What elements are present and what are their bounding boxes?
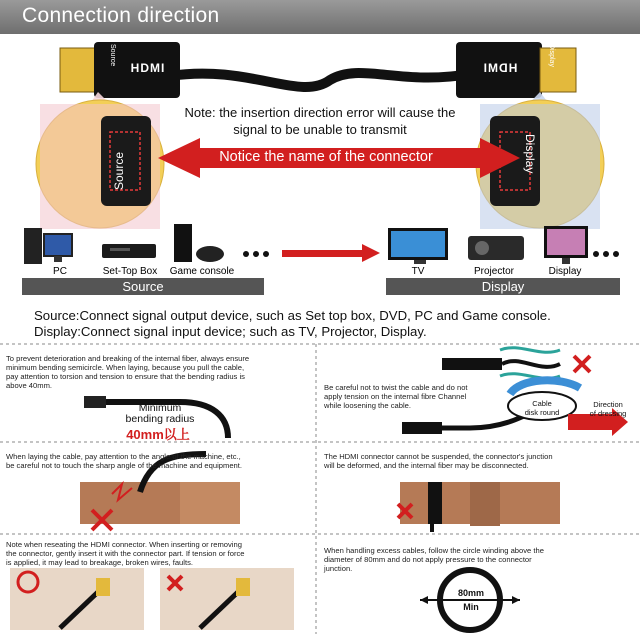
coil-min-label: Min	[463, 602, 479, 612]
bend-radius-value: 40mm以上	[126, 427, 190, 442]
tv-icon	[388, 228, 448, 264]
device-label-tv: TV	[411, 266, 425, 277]
page-title: Connection direction	[22, 4, 220, 27]
warning-note	[150, 104, 490, 138]
ellipsis-right-icon	[593, 251, 619, 257]
notice-text: Notice the name of the connector	[219, 149, 433, 165]
dressing-direction-label: Direction of dressing	[589, 400, 627, 418]
coil-diameter-value: 80mm	[457, 588, 484, 598]
tip-bend-radius: To prevent deterioration and breaking of the internal fiber, always ensure minimum bending semicircle. When laying, because you pull the cable, pay attention to torsion and tension to ensure that the bending radius is above 40mm.	[6, 354, 250, 390]
display-description: Display:Connect signal input device; such as TV, Projector, Display.	[34, 324, 427, 339]
pc-icon	[24, 228, 72, 264]
display-monitor-icon	[544, 226, 588, 264]
device-label-pc: PC	[53, 266, 67, 277]
device-label-projector: Projector	[473, 266, 514, 277]
cable-line	[170, 73, 470, 87]
source-hdmi-logo: HDMI	[130, 61, 166, 75]
source-closeup-label: Source	[112, 151, 126, 190]
tip-angle: When laying the cable, pay attention to the angle of the machine, etc., be careful not to touch the sharp angle of the machine and equipment.	[6, 452, 242, 470]
display-closeup-label: Display	[523, 134, 537, 174]
tip-suspend: The HDMI connector cannot be suspended, the connector's junction will be deformed, and the internal fiber may be disconnected.	[324, 452, 553, 470]
device-label-display: Display	[548, 266, 582, 277]
game-console-icon	[174, 224, 224, 262]
tip-twist: Be careful not to twist the cable and do not apply tension on the internal fibre Channel while loosening the cable.	[324, 383, 468, 410]
display-hdmi-logo: HDMI	[482, 61, 518, 75]
set-top-box-icon	[102, 244, 156, 258]
device-label-set-top-box: Set-Top Box	[102, 266, 158, 277]
tip-reseat: Note when reseating the HDMI connector. When inserting or removing the connector, gently insert it with the connector part. If tension or force is applied, it may lead to breakage, broken wires, faults.	[6, 540, 245, 567]
suspended-connector-icon	[428, 482, 442, 524]
ellipsis-left-icon	[243, 251, 269, 257]
right-arrow-icon	[282, 244, 380, 262]
warning-line-2: signal to be unable to transmit	[233, 122, 407, 137]
twist-connector-icon	[442, 358, 502, 370]
source-plug-icon	[60, 48, 96, 92]
display-category-bar: Display	[386, 278, 620, 295]
warning-line-1: Note: the insertion direction error will cause the	[184, 105, 456, 120]
hand-ok-panel	[10, 568, 144, 630]
source-description: Source:Connect signal output device, such as Set top box, DVD, PC and Game console.	[34, 308, 551, 323]
display-side-text: Display	[548, 44, 555, 67]
source-category-bar: Source	[22, 278, 264, 295]
twist-x-icon	[574, 356, 590, 372]
bend-label: Minimum bending radius	[125, 402, 195, 425]
projector-icon	[468, 236, 524, 260]
disk-round-label: Cable disk round	[524, 399, 560, 417]
source-side-text: Source	[109, 44, 116, 67]
tip-excess: When handling excess cables, follow the circle winding above the diameter of 80mm and do not apply pressure to the connector junction.	[324, 546, 544, 573]
device-label-game-console: Game console	[169, 266, 235, 277]
devices-icons	[20, 220, 620, 268]
